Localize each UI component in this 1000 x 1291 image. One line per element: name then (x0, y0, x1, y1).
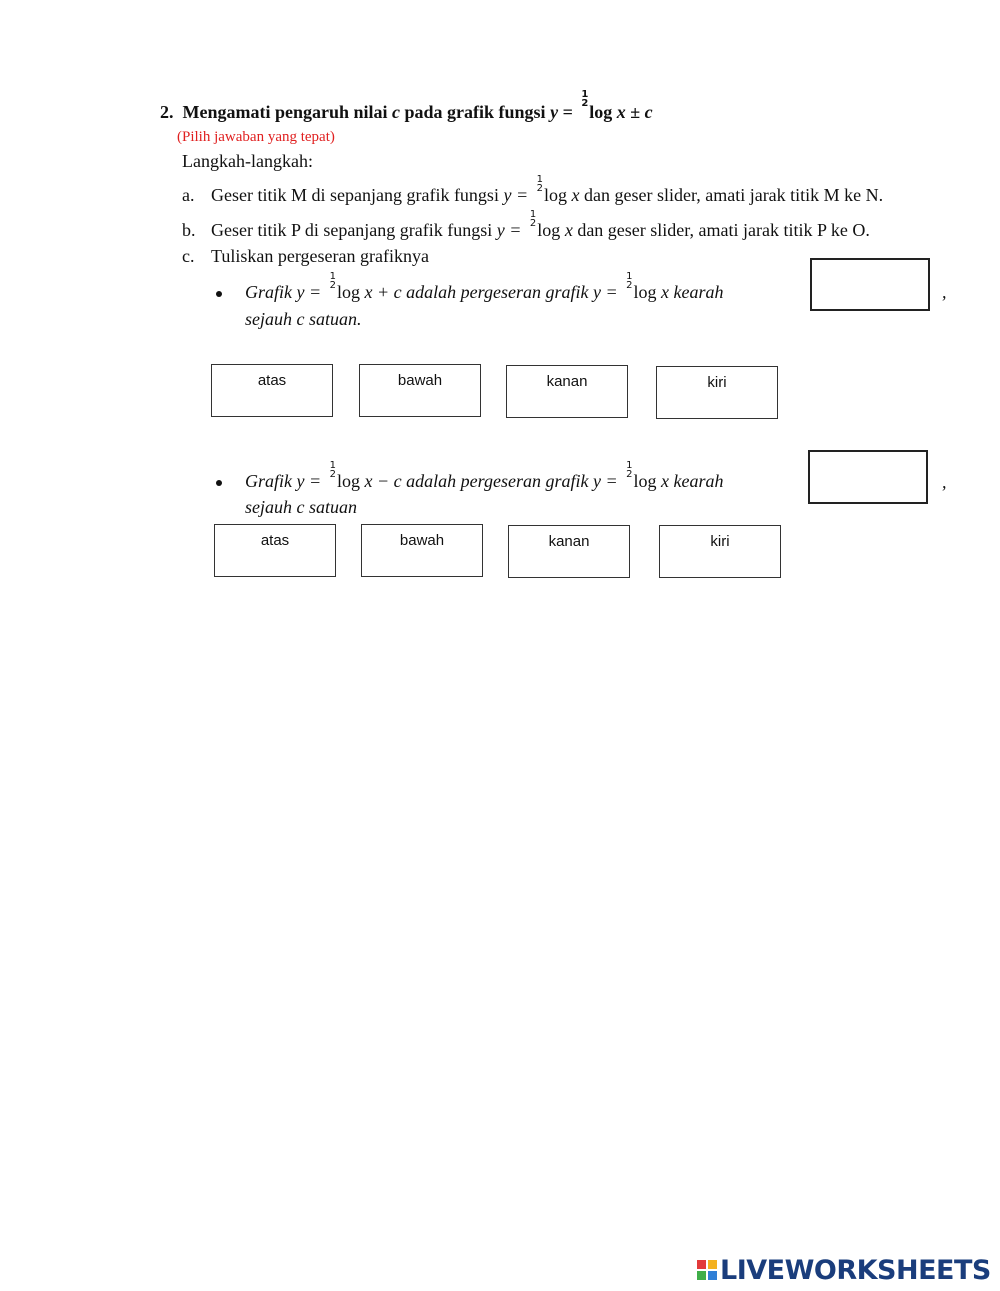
bullet-2-formula2-log: log (633, 471, 657, 491)
bullet-2-option-kiri[interactable]: kiri (659, 525, 781, 578)
bullet-2-line (245, 460, 724, 492)
bullet-1-kearah: kearah (673, 282, 724, 302)
bullet-2-option-atas[interactable]: atas (214, 524, 336, 577)
step-a-formula-log: log (543, 185, 567, 205)
bullet-2-middle: adalah pergeseran grafik (406, 471, 589, 491)
bullet-1-formula2-log: log (633, 282, 657, 302)
bullet-2-word-grafik: Grafik (245, 471, 292, 491)
logo-text: LIVEWORKSHEETS (720, 1254, 991, 1286)
bullet-2-kearah: kearah (673, 471, 724, 491)
bullet-1-formula1-rhs: x + c (364, 282, 402, 302)
bullet-2-dot (216, 480, 222, 486)
bullet-1-dot (216, 291, 222, 297)
bullet-1-formula1-log: log (337, 282, 361, 302)
bullet-2-formula1-rhs: x − c (364, 471, 402, 491)
step-b-formula-lhs: y = (496, 220, 522, 240)
bullet-1-option-bawah[interactable]: bawah (359, 364, 481, 417)
step-b-log-base: 1 2 (529, 209, 537, 229)
step-b (182, 209, 870, 241)
step-a-marker: a. (182, 185, 195, 205)
bullet-1-middle: adalah pergeseran grafik (406, 282, 589, 302)
title-formula-rhs: x ± c (616, 102, 653, 122)
liveworksheets-logo (697, 1255, 991, 1285)
bullet-2-comma: , (942, 472, 947, 492)
bullet-1-line (245, 271, 724, 303)
title-middle: pada grafik fungsi (404, 102, 546, 122)
title-variable: c (392, 102, 401, 122)
title-log-base: 1 2 (581, 89, 589, 109)
step-b-formula-rhs: x (564, 220, 573, 240)
bullet-1-option-kanan[interactable]: kanan (506, 365, 628, 418)
title-prefix: Mengamati pengaruh nilai (182, 102, 388, 122)
bullet-2-formula1-log: log (337, 471, 361, 491)
bullet-1-formula1-lhs: y = (296, 282, 322, 302)
bullet-2-option-kanan[interactable]: kanan (508, 525, 630, 578)
steps-label: Langkah-langkah: (182, 151, 313, 171)
liveworksheets-cube-icon (697, 1260, 717, 1280)
step-c (182, 246, 429, 267)
step-b-text-after: dan geser slider, amati jarak titik P ke O. (577, 220, 870, 240)
bullet-2-formula1-lhs: y = (296, 471, 322, 491)
bullet-1-log-base-1: 1 2 (329, 271, 337, 291)
bullet-2-formula2-lhs: y = (592, 471, 618, 491)
step-c-marker: c. (182, 246, 195, 266)
bullet-2-option-bawah[interactable]: bawah (361, 524, 483, 577)
bullet-1-log-base-2: 1 2 (626, 271, 633, 291)
bullet-2-formula2-rhs: x (661, 471, 669, 491)
step-b-text-before: Geser titik P di sepanjang grafik fungsi (211, 220, 493, 240)
bullet-1-formula2-lhs: y = (592, 282, 618, 302)
bullet-1-comma: , (942, 282, 947, 302)
bullet-2-line-2: sejauh c satuan (245, 497, 357, 517)
step-a (182, 174, 884, 206)
step-a-text-before: Geser titik M di sepanjang grafik fungsi (211, 185, 499, 205)
bullet-2-log-base-1: 1 2 (329, 460, 337, 480)
title-formula-lhs: y = (550, 102, 573, 122)
step-a-formula-rhs: x (571, 185, 580, 205)
instruction-hint: (Pilih jawaban yang tepat) (177, 129, 335, 145)
step-c-text: Tuliskan pergeseran grafiknya (211, 246, 429, 266)
question-title (160, 89, 653, 123)
title-formula-log: log (589, 102, 613, 122)
step-a-log-base: 1 2 (536, 174, 543, 194)
bullet-1-formula2-rhs: x (661, 282, 669, 302)
question-number: 2. (160, 102, 174, 122)
bullet-2-log-base-2: 1 2 (626, 460, 633, 480)
step-a-formula-lhs: y = (503, 185, 529, 205)
step-b-marker: b. (182, 220, 196, 240)
bullet-2-answer-dropzone[interactable] (808, 450, 928, 504)
bullet-1-option-kiri[interactable]: kiri (656, 366, 778, 419)
step-b-formula-log: log (537, 220, 561, 240)
bullet-1-word-grafik: Grafik (245, 282, 292, 302)
bullet-1-answer-dropzone[interactable] (810, 258, 930, 311)
bullet-1-option-atas[interactable]: atas (211, 364, 333, 417)
bullet-1-line-2: sejauh c satuan. (245, 309, 362, 329)
step-a-text-after: dan geser slider, amati jarak titik M ke N. (583, 185, 884, 205)
